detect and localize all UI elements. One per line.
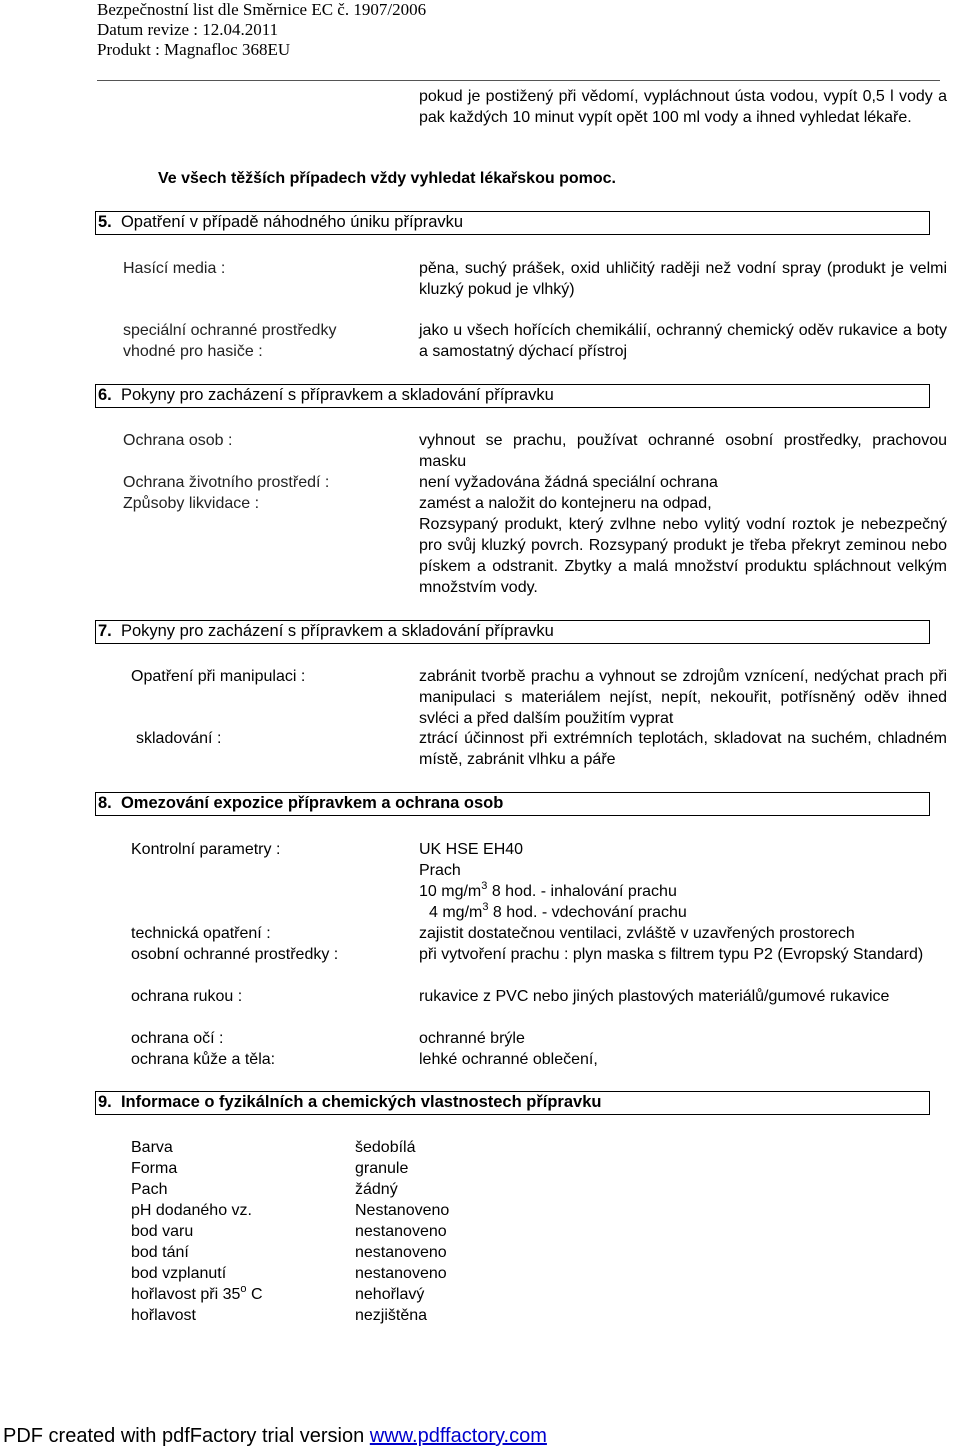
skin-protection-label: ochrana kůže a těla: bbox=[131, 1051, 276, 1068]
property-value: nezjištěna bbox=[355, 1307, 428, 1324]
personal-protection-value: vyhnout se prachu, používat ochranné osobní prostředky, prachovou masku bbox=[419, 432, 947, 470]
section-9-title: 9. Informace o fyzikálních a chemických vlastnostech přípravku bbox=[98, 1093, 602, 1111]
property-label: bod tání bbox=[131, 1244, 189, 1261]
property-label: Barva bbox=[131, 1139, 173, 1156]
property-value: žádný bbox=[355, 1181, 398, 1198]
property-value: granule bbox=[355, 1160, 409, 1177]
first-aid-note: Ve všech těžších případech vždy vyhledat lékařskou pomoc. bbox=[158, 170, 616, 187]
property-value: nestanoveno bbox=[355, 1265, 447, 1282]
property-label: hořlavost bbox=[131, 1307, 196, 1324]
environment-protection-label: Ochrana životního prostředí : bbox=[123, 474, 330, 491]
firefighter-equipment-value: jako u všech hořících chemikálií, ochranný chemický oděv rukavice a boty a samostatný dýchací přístroj bbox=[419, 322, 947, 360]
control-parameters-dust: Prach bbox=[419, 862, 461, 879]
eye-protection-value: ochranné brýle bbox=[419, 1030, 525, 1047]
property-value: nestanoveno bbox=[355, 1244, 447, 1261]
section-6-title: 6. Pokyny pro zacházení s přípravkem a skladování přípravku bbox=[98, 386, 554, 404]
control-parameters-inhalable: 10 $mg/m^3$ 8 hod. - inhalování prachu bbox=[419, 880, 677, 900]
control-parameters-standard: UK HSE EH40 bbox=[419, 841, 524, 858]
fire-media-value: pěna, suchý prášek, oxid uhličitý raději než vodní spray (produkt je velmi kluzký pokud je vlhký) bbox=[419, 260, 947, 298]
storage-label: skladování : bbox=[136, 730, 222, 747]
section-8-title: 8. Omezování expozice přípravkem a ochrana osob bbox=[98, 794, 504, 812]
environment-protection-value: není vyžadována žádná speciální ochrana bbox=[419, 474, 718, 491]
property-value: nehořlavý bbox=[355, 1286, 425, 1303]
firefighter-equipment-label-2: vhodné pro hasiče : bbox=[123, 343, 263, 360]
pdffactory-link[interactable]: www.pdffactory.com bbox=[369, 1425, 547, 1447]
fire-media-label: Hasící media : bbox=[123, 260, 226, 277]
first-aid-text: pokud je postižený při vědomí, vypláchnout ústa vodou, vypít 0,5 l vody a pak každých 10 minut vypít opět 100 ml vody a ihned vyhledat lékaře. bbox=[419, 88, 947, 126]
hand-protection-label: ochrana rukou : bbox=[131, 988, 243, 1005]
technical-measures-label: technická opatření : bbox=[131, 925, 271, 942]
hand-protection-value: rukavice z PVC nebo jiných plastových materiálů/gumové rukavice bbox=[419, 988, 890, 1005]
document-header-title: Bezpečnostní list dle Směrnice EC č. 1907/2006 bbox=[97, 0, 427, 19]
control-parameters-label: Kontrolní parametry : bbox=[131, 841, 281, 858]
section-7-title: 7. Pokyny pro zacházení s přípravkem a skladování přípravku bbox=[98, 622, 554, 640]
disposal-value: zamést a naložit do kontejneru na odpad, Rozsypaný produkt, který zvlhne nebo vylitý vodní roztok je nebezpečný pro svůj kluzký povrch. Rozsypaný produkt je třeba překryt zeminou nebo pískem a odstranit. Zbytky a malá množství produktu spláchnout velkým množstvím vody. bbox=[419, 495, 947, 596]
product-name: Produkt : Magnafloc 368EU bbox=[97, 40, 291, 59]
property-label: Forma bbox=[131, 1160, 178, 1177]
revision-date: Datum revize : 12.04.2011 bbox=[97, 20, 279, 39]
property-value: Nestanoveno bbox=[355, 1202, 450, 1219]
property-label: bod varu bbox=[131, 1223, 194, 1240]
firefighter-equipment-label-1: speciální ochranné prostředky bbox=[123, 322, 337, 339]
control-parameters-respirable: 4 $mg/m^3$ 8 hod. - vdechování prachu bbox=[429, 901, 687, 921]
eye-protection-label: ochrana očí : bbox=[131, 1030, 224, 1047]
property-label: hořlavost při 35$^o$ C bbox=[131, 1283, 263, 1303]
skin-protection-value: lehké ochranné oblečení, bbox=[419, 1051, 598, 1068]
disposal-label: Způsoby likvidace : bbox=[123, 495, 260, 512]
property-label: Pach bbox=[131, 1181, 168, 1198]
storage-value: ztrácí účinnost při extrémních teplotách, skladovat na suchém, chladném místě, zabránit vlhku a páře bbox=[419, 730, 947, 768]
personal-equipment-value: při vytvoření prachu : plyn maska s filtrem typu P2 (Evropský Standard) bbox=[419, 946, 924, 963]
property-value: nestanoveno bbox=[355, 1223, 447, 1240]
property-label: bod vzplanutí bbox=[131, 1265, 227, 1282]
property-value: šedobílá bbox=[355, 1139, 416, 1156]
personal-protection-label: Ochrana osob : bbox=[123, 432, 233, 449]
header-divider bbox=[97, 80, 940, 81]
personal-equipment-label: osobní ochranné prostředky : bbox=[131, 946, 339, 963]
pdf-footer: PDF created with pdfFactory trial version www.pdffactory.com bbox=[3, 1425, 547, 1447]
handling-value: zabránit tvorbě prachu a vyhnout se zdrojům vznícení, nedýchat prach při manipulaci s materiálem nejíst, nepít, nekouřit, potřísněný oděv ihned svléci a před dalším použitím vyprat bbox=[419, 668, 947, 727]
handling-label: Opatření při manipulaci : bbox=[131, 668, 306, 685]
property-label: pH dodaného vz. bbox=[131, 1202, 252, 1219]
technical-measures-value: zajistit dostatečnou ventilaci, zvláště v uzavřených prostorech bbox=[419, 925, 855, 942]
section-5-title: 5. Opatření v případě náhodného úniku přípravku bbox=[98, 213, 464, 231]
